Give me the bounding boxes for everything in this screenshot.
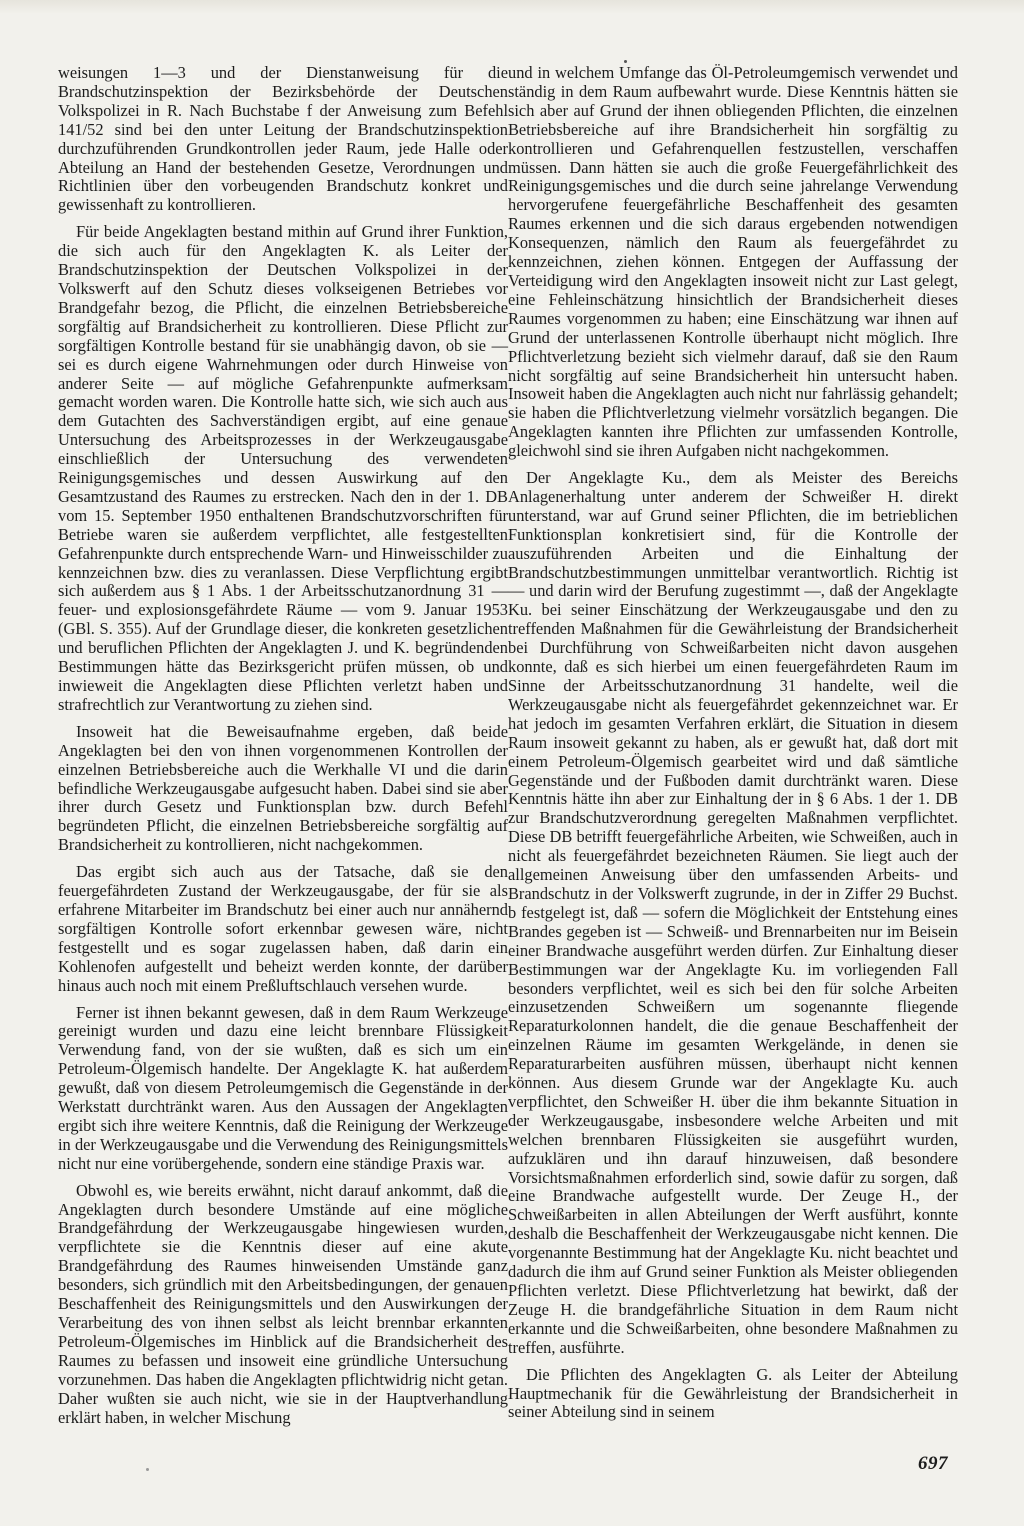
right-text-column xyxy=(508,64,958,1430)
paragraph: Obwohl es, wie bereits erwähnt, nicht darauf ankommt, daß die Angeklagten durch besondere Umstände auf eine mögliche Brandgefährdung der Werkzeugausgabe hingewiesen wurden, verpflichtete sie die Kenntnis dieser auf eine akute Brandgefährdung des Raumes hinweisenden Umstände ganz besonders, sich gründlich mit den Arbeitsbedingungen, der genauen Beschaffenheit des Reinigungsmittels und den Auswirkungen der Verarbeitung des von ihnen selbst als leicht brennbar erkannten Petroleum-Ölgemisches im Hinblick auf die Brandsicherheit des Raumes zu befassen und insoweit eine gründliche Untersuchung vorzunehmen. Das haben die Angeklagten pflichtwidrig nicht getan. Daher wußten sie auch nicht, wie sie in der Hauptverhandlung erklärt haben, in welcher Mischung xyxy=(58,1180,508,1427)
paragraph: Das ergibt sich auch aus der Tatsache, daß sie den feuergefährdeten Zustand der Werkzeugausgabe, der für sie als erfahrene Mitarbeiter im Brandschutz bei einer auch nur annähernd sorgfältigen Kontrolle sofort erkennbar gewesen wäre, nicht festgestellt und es sogar zugelassen haben, daß darin ein Kohlenofen aufgestellt und beheizt werden konnte, der darüber hinaus auch noch mit einem Preßluftschlauch versehen wurde. xyxy=(58,862,508,995)
page-number: 697 xyxy=(918,1453,948,1474)
paragraph: weisungen 1—3 und der Dienstanweisung für die Brandschutzinspektion der Bezirksbehörde der Deutschen Volkspolizei in R. Nach Buchstabe f der Anweisung zum Befehl 141/52 sind bei den unter Leitung der Brandschutzinspektion durchzuführenden Grundkontrollen jeder Raum, jede Halle oder Abteilung an Hand der bestehenden Gesetze, Verordnungen und Richtlinien über den vorbeugenden Brandschutz konkret und gewissenhaft zu kontrollieren. xyxy=(58,63,508,215)
paragraph: Die Pflichten des Angeklagten G. als Leiter der Abteilung Hauptmechanik für die Gewährleistung der Brandsicherheit in seiner Abteilung sind in seinem xyxy=(508,1364,958,1422)
paragraph: und in welchem Umfange das Öl-Petroleumgemisch verwendet und ständig in dem Raum aufbewahrt wurde. Diese Kenntnis hätten sie sich aber auf Grund der ihnen obliegenden Pflichten, die einzelnen Betriebsbereiche auf ihre Brandsicherheit hin sorgfältig zu kontrollieren und Gefahrenquellen festzustellen, verschaffen müssen. Dann hätten sie auch die große Feuergefährlichkeit des Reinigungsgemisches und die durch seine jahrelange Verwendung hervorgerufene feuergefährliche Beschaffenheit des gesamten Raumes erkennen und die sich daraus ergebenden notwendigen Konsequenzen, nämlich den Raum als feuergefährdet zu kennzeichnen, ziehen können. Entgegen der Auffassung der Verteidigung wird den Angeklagten insoweit nicht zur Last gelegt, eine Fehleinschätzung hinsichtlich der Brandsicherheit dieses Raumes vorgenommen zu haben; eine Einschätzung war ihnen auf Grund der unterlassenen Kontrolle überhaupt nicht möglich. Ihre Pflichtverletzung bezieht sich vielmehr darauf, daß sie den Raum nicht sorgfältig auf seine Brandsicherheit hin untersucht haben. Insoweit haben die Angeklagten auch nicht nur fahrlässig gehandelt; sie haben die Pflichtverletzung vielmehr vorsätzlich begangen. Die Angeklagten kannten ihre Pflichten zur umfassenden Kontrolle, gleichwohl sind sie ihren Aufgaben nicht nachgekommen. xyxy=(508,63,958,461)
paragraph: Insoweit hat die Beweisaufnahme ergeben, daß beide Angeklagten bei den von ihnen vorgenommenen Kontrollen der einzelnen Betriebsbereiche auch die Werkhalle VI und die darin befindliche Werkzeugausgabe aufgesucht haben. Dabei sind sie aber ihrer durch Gesetz und Funktionsplan bzw. durch Befehl begründeten Pflicht, die einzelnen Betriebsbereiche sorgfältig auf Brandsicherheit zu kontrollieren, nicht nachgekommen. xyxy=(58,721,508,855)
scan-speck xyxy=(146,1468,149,1471)
left-text-column xyxy=(58,64,508,1435)
scan-edge-shadow xyxy=(0,0,1024,14)
paragraph: Ferner ist ihnen bekannt gewesen, daß in dem Raum Werkzeuge gereinigt wurden und dazu eine leicht brennbare Flüssigkeit Verwendung fand, von der sie wußten, daß es sich um ein Petroleum-Ölgemisch handelte. Der Angeklagte K. hat außerdem gewußt, daß von diesem Petroleumgemisch die Gegenstände in der Werkstatt durchtränkt waren. Aus den Aussagen der Angeklagten ergibt sich ihre weitere Kenntnis, daß die Reinigung der Werkzeuge in der Werkzeugausgabe und die Verwendung des Reinigungsmittels nicht nur eine vorübergehende, sondern eine ständige Praxis war. xyxy=(58,1002,508,1173)
paragraph: Für beide Angeklagten bestand mithin auf Grund ihrer Funktion, die sich auch für den Angeklagten K. als Leiter der Brandschutzinspektion der Deutschen Volkspolizei in der Volkswerft auf den Schutz dieses volkseigenen Betriebes vor Brandgefahr bezog, die Pflicht, die einzelnen Betriebsbereiche sorgfältig auf Brandsicherheit zu kontrollieren. Diese Pflicht zur sorgfältigen Kontrolle bestand für sie unabhängig davon, ob sie — sei es durch eigene Wahrnehmungen oder durch Hinweise von anderer Seite — auf mögliche Gefahrenpunkte aufmerksam gemacht worden waren. Die Kontrolle hatte sich, wie sich auch aus dem Gutachten des Sachverständigen ergibt, auf eine genaue Untersuchung des Arbeitsprozesses in der Werkzeugausgabe einschließlich der Untersuchung des verwendeten Reinigungsgemisches und dessen Auswirkung auf den Gesamtzustand des Raumes zu erstrecken. Nach den in der 1. DB vom 15. September 1950 enthaltenen Brandschutzvorschriften für Betriebe waren sie außerdem verpflichtet, alle festgestellten Gefahrenpunkte durch entsprechende Warn- und Hinweisschilder zu kennzeichnen bzw. dies zu veranlassen. Diese Verpflichtung ergibt sich außerdem aus § 1 Abs. 1 der Arbeitsschutzanordnung 31 — feuer- und explosionsgefährdete Räume — vom 9. Januar 1953 (GBl. S. 355). Auf der Grundlage dieser, die konkreten gesetzlichen und beruflichen Pflichten der Angeklagten J. und K. begründenden Bestimmungen hätte das Bezirksgericht prüfen müssen, ob und inwieweit die Angeklagten diese Pflichten verletzt haben und strafrechtlich zur Verantwortung zu ziehen sind. xyxy=(58,222,508,714)
paragraph: Der Angeklagte Ku., dem als Meister des Bereichs Anlagenerhaltung unter anderem der Schweißer H. direkt unterstand, war auf Grund seiner Pflichten, die im betrieblichen Funktionsplan konkretisiert sind, für die Kontrolle der auszuführenden Arbeiten und die Einhaltung der Brandschutzbestimmungen unmittelbar verantwortlich. Richtig ist — und darin wird der Berufung zugestimmt —, daß der Angeklagte Ku. bei seiner Einschätzung der Werkzeugausgabe und den zu treffenden Maßnahmen für die Gewährleistung der Brandsicherheit bei Durchführung von Schweißarbeiten nicht davon ausgehen konnte, daß es sich hierbei um einen feuergefährdeten Raum im Sinne der Arbeitsschutzanordnung 31 handelte, weil die Werkzeugausgabe nicht als feuergefährdet gekennzeichnet war. Er hat jedoch im gesamten Verfahren erklärt, die Situation in diesem Raum insoweit gekannt zu haben, als er gewußt hat, daß dort mit einem Petroleum-Ölgemisch gearbeitet wird und daß sämtliche Gegenstände und der Fußboden damit durchtränkt waren. Diese Kenntnis hätte ihn aber zur Einhaltung der in § 6 Abs. 1 der 1. DB zur Brandschutzverordnung geregelten Maßnahmen verpflichtet. Diese DB betrifft feuergefährliche Arbeiten, wie Schweißen, auch in nicht als feuergefährdet bezeichneten Räumen. Sie liegt auch der allgemeinen Anweisung über den umfassenden Arbeits- und Brandschutz in der Volkswerft zugrunde, in der in Ziffer 29 Buchst. b festgelegt ist, daß — sofern die Möglichkeit der Entstehung eines Brandes gegeben ist — Schweiß- und Brennarbeiten nur im Beisein einer Brandwache ausgeführt werden dürfen. Zur Einhaltung dieser Bestimmungen war der Angeklagte Ku. im vorliegenden Fall besonders verpflichtet, weil es sich bei den für solche Arbeiten einzusetzenden Schweißern um sogenannte fliegende Reparaturkolonnen handelt, die die genaue Beschaffenheit der einzelnen Räume im gesamten Werkgelände, in denen sie Reparaturarbeiten ausführen müssen, überhaupt nicht kennen können. Aus diesem Grunde war der Angeklagte Ku. auch verpflichtet, den Schweißer H. über die ihm bekannte Situation in der Werkzeugausgabe, insbesondere welche Arbeiten und mit welchen brennbaren Flüssigkeiten sie ausgeführt wurden, aufzuklären und ihn darauf hinzuweisen, daß besondere Vorsichtsmaßnahmen erforderlich sind, sowie dafür zu sorgen, daß eine Brandwache aufgestellt wurde. Der Zeuge H., der Schweißarbeiten in allen Abteilungen der Werft ausführt, konnte deshalb die Beschaffenheit der Werkzeugausgabe nicht kennen. Die vorgenannte Bestimmung hat der Angeklagte Ku. nicht beachtet und dadurch die ihm auf Grund seiner Funktion als Meister obliegenden Pflichten verletzt. Diese Pflichtverletzung hat bewirkt, daß der Zeuge H. die brandgefährliche Situation in dem Raum nicht erkannte und die Schweißarbeiten, ohne besondere Maßnahmen zu treffen, ausführte. xyxy=(508,468,958,1357)
